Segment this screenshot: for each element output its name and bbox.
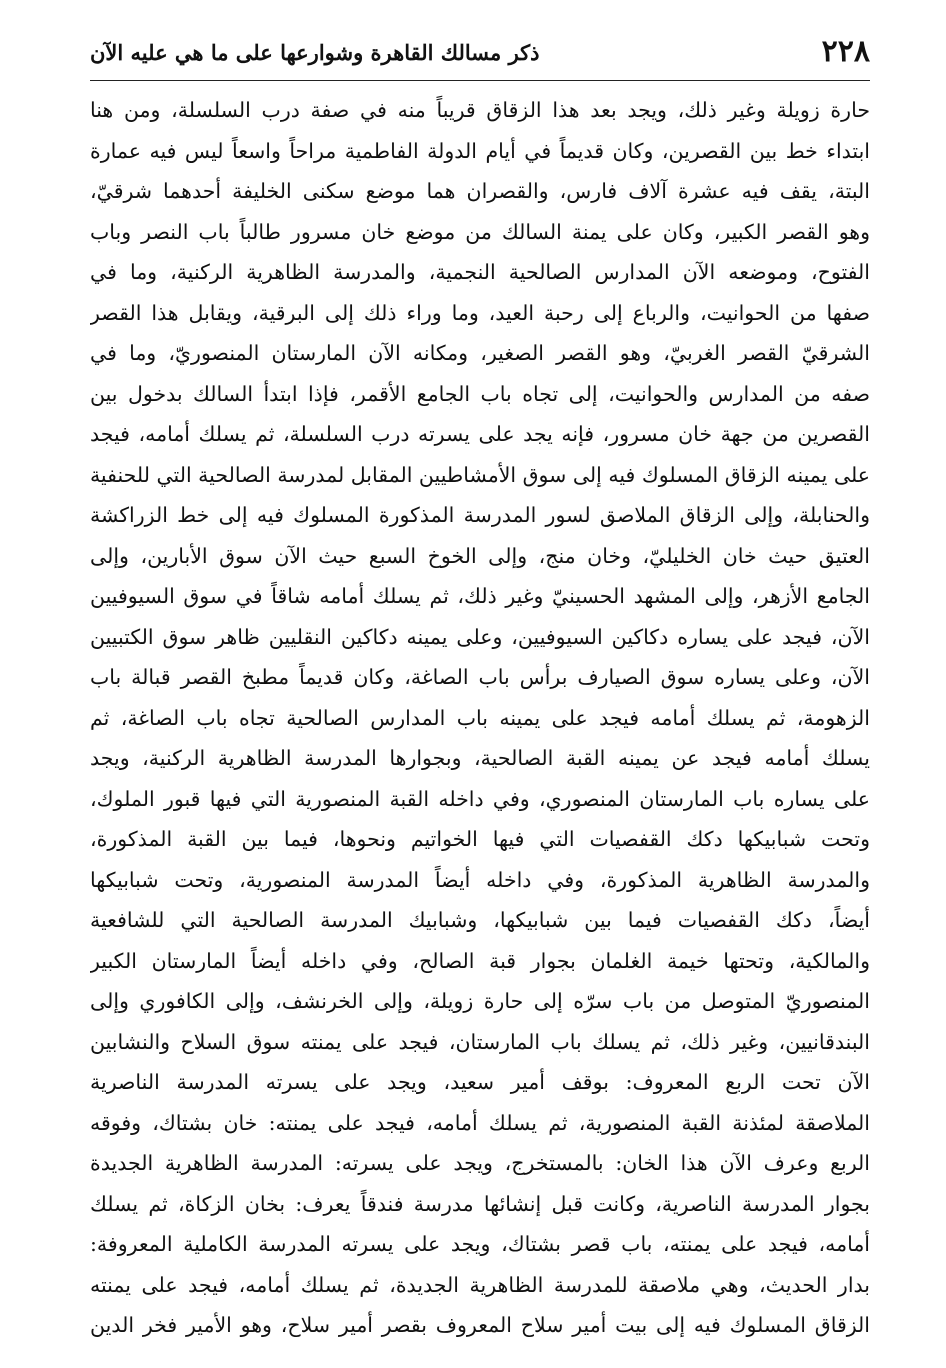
text-line: حارة زويلة وغير ذلك، ويجد بعد هذا الزقاق قريباً منه في صفة درب السلسلة، ومن هنا: [90, 98, 870, 122]
text-line: صفها من الحوانيت، والرباع إلى رحبة العيد، وما وراء ذلك إلى البرقية، ويقابل هذا القصر: [90, 300, 870, 325]
text-line: والمدرسة الظاهرية المذكورة، وفي داخله أيضاً المدرسة المنصورية، وتحت شبابيكها: [90, 867, 870, 892]
text-line: والمالكية، وتحتها خيمة الغلمان بجوار قبة الصالح، وفي داخله أيضاً المارستان الكبير: [90, 948, 870, 973]
text-line: البندقانيين، وغير ذلك، ثم يسلك باب المارستان، فيجد على يمنته سوق السلاح والنشابين: [90, 1029, 870, 1054]
text-line: أمامه، فيجد على يمنته، باب قصر بشتاك، ويجد على يسرته المدرسة الكاملية المعروفة:: [90, 1232, 870, 1256]
text-line: القصرين من جهة خان مسرور، فإنه يجد على يسرته درب السلسلة، ثم يسلك أمامه، فيجد: [90, 422, 870, 446]
text-line: الآن، وعلى يساره سوق الصيارف برأس باب الصاغة، وكان قديماً مطبخ القصر قبالة باب: [90, 665, 870, 689]
text-line: الجامع الأزهر، وإلى المشهد الحسينيّ وغير ذلك، ثم يسلك أمامه شاقاً في سوق السيوفيين: [90, 584, 870, 608]
text-line: بجوار المدرسة الناصرية، وكانت قبل إنشائها مدرسة فندقاً يعرف: بخان الزكاة، ثم يسلك: [90, 1191, 870, 1216]
text-line: والحنابلة، وإلى الزقاق الملاصق لسور المدرسة المذكورة المسلوك فيه إلى خط الزراكشة: [90, 503, 870, 527]
text-line: بدار الحديث، وهي ملاصقة للمدرسة الظاهرية الجديدة، ثم يسلك أمامه، فيجد على يمنته: [90, 1272, 870, 1297]
text-line: الزقاق المسلوك فيه إلى بيت أمير سلاح المعروف بقصر أمير سلاح، وهو الأمير فخر الدين: [90, 1313, 870, 1337]
text-line: الزهومة، ثم يسلك أمامه فيجد على يمينه باب المدارس الصالحية تجاه باب الصاغة، ثم: [90, 705, 870, 730]
text-line: الآن تحت الربع المعروف: بوقف أمير سعيد، ويجد على يسرته المدرسة الناصرية: [90, 1070, 870, 1094]
page-number: ٢٢٨: [821, 34, 870, 69]
text-line: الربع وعرف الآن هذا الخان: بالمستخرج، ويجد على يسرته: المدرسة الظاهرية الجديدة: [90, 1151, 870, 1175]
text-line: الآن، فيجد على يساره دكاكين السيوفيين، وعلى يمينه دكاكين النقليين ظاهر سوق الكتبيين: [90, 624, 870, 649]
text-line: وهو القصر الكبير، وكان على يمنة السالك من موضع خان مسرور طالباً باب النصر وباب: [90, 219, 870, 244]
body-text: [90, 90, 870, 1346]
text-line: يسلك أمامه فيجد عن يمينه القبة الصالحية، وبجوارها المدرسة الظاهرية الركنية، ويجد: [90, 746, 870, 770]
page-header: [90, 30, 870, 80]
book-page: [90, 30, 870, 1337]
text-line: الشرقيّ القصر الغربيّ، وهو القصر الصغير، ومكانه الآن المارستان المنصوريّ، وما في: [90, 341, 870, 365]
text-line: أيضاً، دكك القفصيات فيما بين شبابيكها، وشبابيك المدرسة الصالحية التي للشافعية: [90, 908, 870, 932]
text-line: المنصوريّ المتوصل من باب سرّه إلى حارة زويلة، وإلى الخرنشف، وإلى الكافوري وإلى: [90, 989, 870, 1013]
text-line: الفتوح، وموضعه الآن المدارس الصالحية النجمية، والمدرسة الظاهرية الركنية، وما في: [90, 260, 870, 284]
text-line: على يمينه الزقاق المسلوك فيه إلى سوق الأمشاطيين المقابل لمدرسة الصالحية التي للحنفية: [90, 462, 870, 487]
text-line: ابتداء خط بين القصرين، وكان قديماً في أيام الدولة الفاطمية مراحاً واسعاً ليس فيه عمارة: [90, 138, 870, 163]
header-divider: [90, 80, 870, 81]
text-line: الملاصقة لمئذنة القبة المنصورية، ثم يسلك أمامه، فيجد على يمنته: خان بشتاك، وفوقه: [90, 1110, 870, 1135]
text-line: صفه من المدارس والحوانيت، إلى تجاه باب الجامع الأقمر، فإذا ابتدأ السالك بدخول بين: [90, 381, 870, 406]
text-line: وتحت شبابيكها دكك القفصيات التي فيها الخواتيم ونحوها، فيما بين القبة المذكورة،: [90, 827, 870, 851]
text-line: العتيق حيث خان الخليليّ، وخان منج، وإلى الخوخ السبع حيث الآن سوق الأبارين، وإلى: [90, 543, 870, 568]
text-line: البتة، يقف فيه عشرة آلاف فارس، والقصران هما موضع سكنى الخليفة أحدهما شرقيّ،: [90, 179, 870, 203]
text-line: على يساره باب المارستان المنصوري، وفي داخله القبة المنصورية التي فيها قبور الملوك،: [90, 786, 870, 811]
running-title: ذكر مسالك القاهرة وشوارعها على ما هي عليه الآن: [90, 40, 540, 65]
